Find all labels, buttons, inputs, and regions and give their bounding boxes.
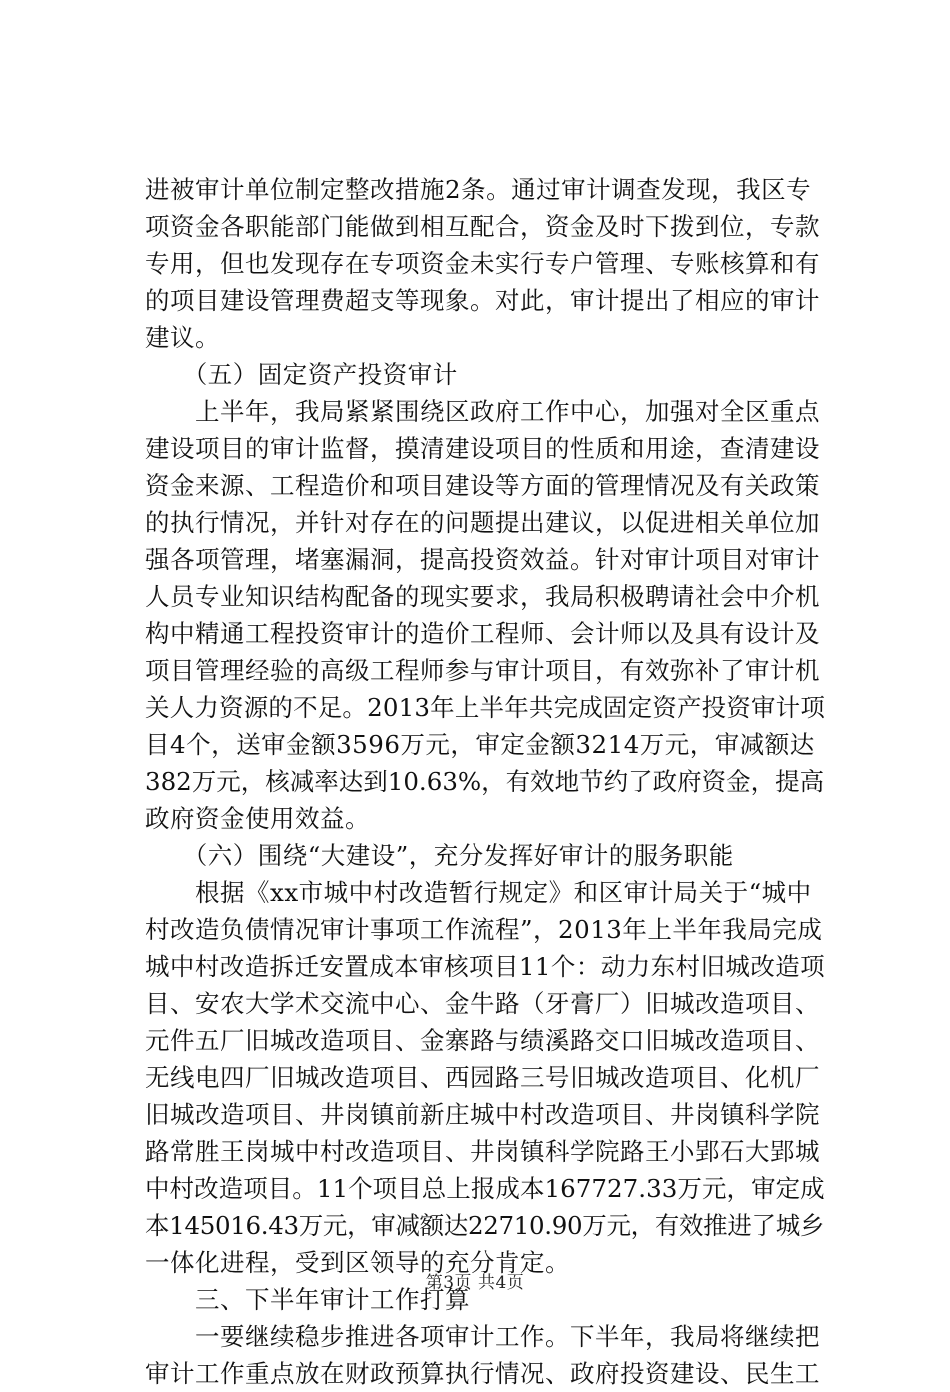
text-line: 项目管理经验的高级工程师参与审计项目，有效弥补了审计机	[145, 656, 820, 685]
text-line: （六）围绕“大建设”，充分发挥好审计的服务职能	[145, 841, 734, 870]
text-line: 本145016.43万元，审减额达22710.90万元，有效推进了城乡	[145, 1211, 825, 1240]
text-line: 382万元，核减率达到10.63%，有效地节约了政府资金，提高	[145, 767, 825, 796]
text-line: 关人力资源的不足。2013年上半年共完成固定资产投资审计项	[145, 693, 826, 722]
text-line: 路常胜王岗城中村改造项目、井岗镇科学院路王小郢石大郢城	[145, 1137, 820, 1166]
document-body	[145, 171, 825, 1392]
text-line: 建议。	[145, 323, 220, 352]
text-line: 一体化进程，受到区领导的充分肯定。	[145, 1248, 570, 1277]
text-line: 中村改造项目。11个项目总上报成本167727.33万元，审定成	[145, 1174, 825, 1203]
text-line: 一要继续稳步推进各项审计工作。下半年，我局将继续把	[145, 1322, 820, 1351]
text-line: 三、下半年审计工作打算	[145, 1285, 470, 1314]
text-line: 资金来源、工程造价和项目建设等方面的管理情况及有关政策	[145, 471, 820, 500]
text-line: 村改造负债情况审计事项工作流程”，2013年上半年我局完成	[145, 915, 823, 944]
text-line: 强各项管理，堵塞漏洞，提高投资效益。针对审计项目对审计	[145, 545, 820, 574]
text-line: 审计工作重点放在财政预算执行情况、政府投资建设、民生工	[145, 1359, 820, 1388]
text-line: （五）固定资产投资审计	[145, 360, 458, 389]
text-line: 构中精通工程投资审计的造价工程师、会计师以及具有设计及	[145, 619, 820, 648]
text-line: 专用，但也发现存在专项资金未实行专户管理、专账核算和有	[145, 249, 820, 278]
page-footer: 第3页 共4页	[425, 1273, 525, 1293]
text-line: 上半年，我局紧紧围绕区政府工作中心，加强对全区重点	[145, 397, 820, 426]
text-line: 根据《xx市城中村改造暂行规定》和区审计局关于“城中	[145, 878, 812, 907]
text-line: 目、安农大学术交流中心、金牛路（牙膏厂）旧城改造项目、	[145, 989, 820, 1018]
text-line: 人员专业知识结构配备的现实要求，我局积极聘请社会中介机	[145, 582, 820, 611]
text-line: 的项目建设管理费超支等现象。对此，审计提出了相应的审计	[145, 286, 820, 315]
text-line: 元件五厂旧城改造项目、金寨路与绩溪路交口旧城改造项目、	[145, 1026, 820, 1055]
text-line: 政府资金使用效益。	[145, 804, 370, 833]
text-line: 建设项目的审计监督，摸清建设项目的性质和用途，查清建设	[145, 434, 820, 463]
text-line: 城中村改造拆迁安置成本审核项目11个：动力东村旧城改造项	[145, 952, 826, 981]
text-line: 旧城改造项目、井岗镇前新庄城中村改造项目、井岗镇科学院	[145, 1100, 820, 1129]
text-line: 的执行情况，并针对存在的问题提出建议，以促进相关单位加	[145, 508, 820, 537]
text-line: 目4个，送审金额3596万元，审定金额3214万元，审减额达	[145, 730, 815, 759]
text-line: 项资金各职能部门能做到相互配合，资金及时下拨到位，专款	[145, 212, 820, 241]
text-line: 无线电四厂旧城改造项目、西园路三号旧城改造项目、化机厂	[145, 1063, 820, 1092]
text-line: 进被审计单位制定整改措施2条。通过审计调查发现，我区专	[145, 175, 812, 204]
